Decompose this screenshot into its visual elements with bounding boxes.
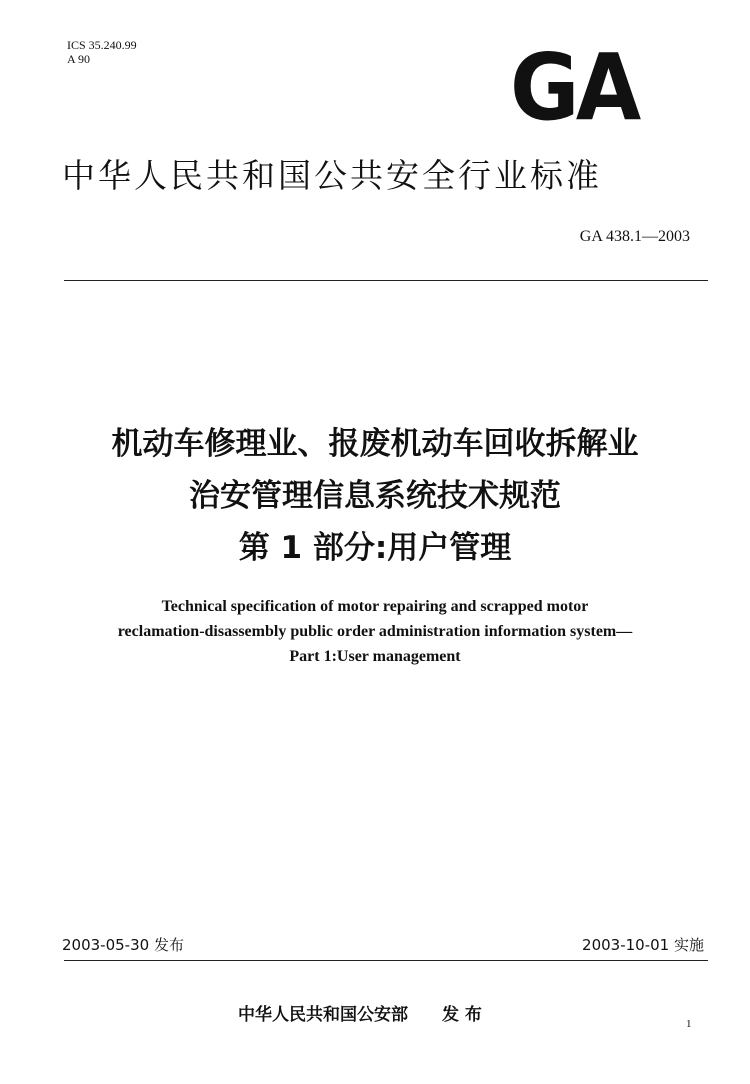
issue-date: 2003-05-30 发布 [62,936,184,954]
english-title-line-1: Technical specification of motor repairing and scrapped motor [161,598,589,615]
issuing-authority [238,1000,482,1025]
page-number: 1 [686,1018,692,1030]
standard-number: GA 438.1—2003 [579,228,690,245]
footer-divider [64,960,708,961]
ccs-code: A 90 [67,52,91,66]
issuer-name: 中华人民共和国公安部 [238,1005,408,1025]
ics-code: ICS 35.240.99 [67,38,137,52]
header-divider [64,280,708,281]
chinese-title-line-2: 治安管理信息系统技术规范 [189,478,561,514]
implementation-date: 2003-10-01 实施 [582,936,704,954]
chinese-title-line-1: 机动车修理业、报废机动车回收拆解业 [111,426,639,462]
standard-type-heading: 中华人民共和国公共安全行业标准 [62,156,602,195]
english-title-line-3: Part 1:User management [289,648,461,665]
chinese-title-line-3: 第 1 部分:用户管理 [238,530,512,566]
issuer-action: 发 布 [442,1005,482,1025]
classification-codes [67,38,137,66]
english-title-line-2: reclamation-disassembly public order administration information system— [117,623,633,640]
ga-logo: GA [510,34,638,141]
